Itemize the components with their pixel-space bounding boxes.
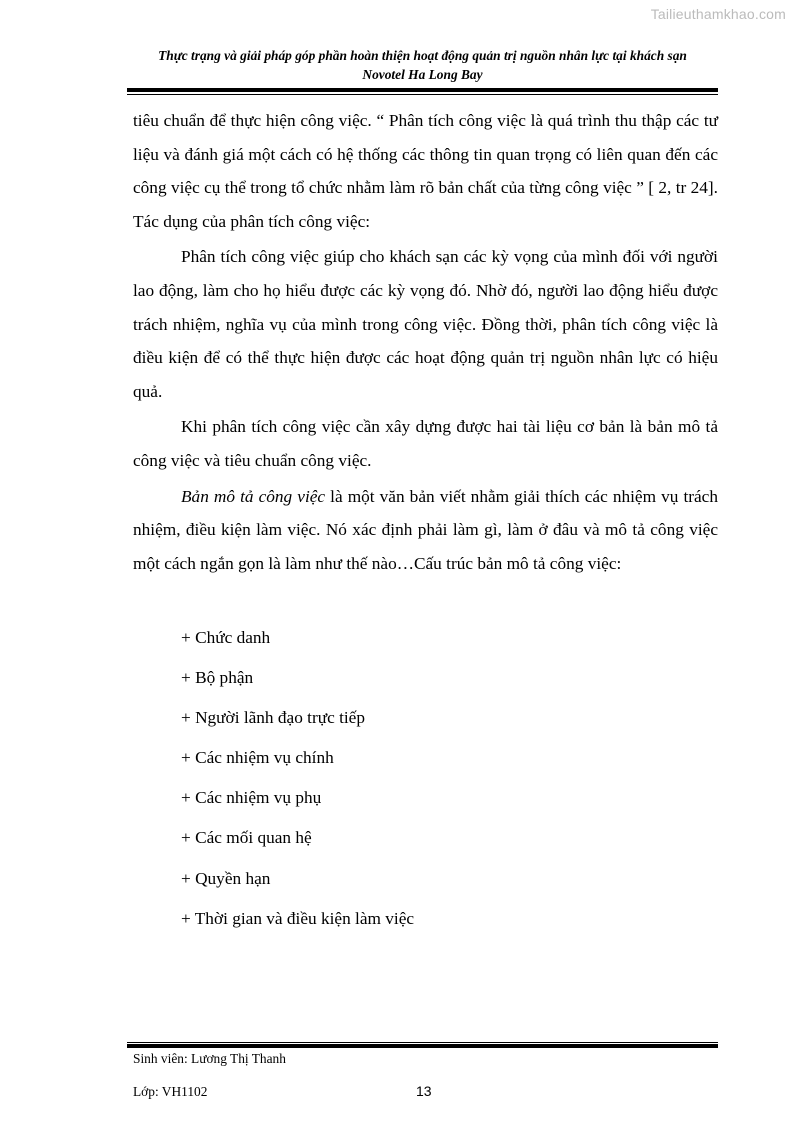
header-rule bbox=[127, 88, 718, 92]
list-item: + Các nhiệm vụ phụ bbox=[181, 788, 322, 808]
list-item: + Thời gian và điều kiện làm việc bbox=[181, 908, 415, 928]
footer-student: Sinh viên: Lương Thị Thanh bbox=[133, 1051, 286, 1066]
list-item: + Các mối quan hệ bbox=[181, 828, 312, 848]
header-title-line1: Thực trạng và giải pháp góp phần hoàn thiện hoạt động quản trị nguồn nhân lực tại khách sạn bbox=[158, 48, 687, 63]
running-header bbox=[127, 46, 718, 84]
page-number: 13 bbox=[416, 1083, 432, 1099]
footer-rule bbox=[127, 1044, 718, 1048]
list-item: + Các nhiệm vụ chính bbox=[181, 748, 334, 768]
body-text bbox=[133, 104, 718, 582]
paragraph-1: tiêu chuẩn để thực hiện công việc. “ Phân tích công việc là quá trình thu thập các tư liệu và đánh giá một cách có hệ thống các thông tin quan trọng có liên quan đến các công việc cụ thể trong tổ chức nhằm làm rõ bản chất của từng công việc ” [ 2, tr 24]. Tác dụng của phân tích công việc: bbox=[133, 111, 718, 231]
list-item: + Người lãnh đạo trực tiếp bbox=[181, 708, 365, 728]
list-item: + Quyền hạn bbox=[181, 868, 271, 888]
footer-class: Lớp: VH1102 bbox=[133, 1084, 208, 1099]
paragraph-4 bbox=[133, 480, 718, 581]
term-job-description: Bản mô tả công việc bbox=[181, 486, 326, 506]
watermark: Tailieuthamkhao.com bbox=[650, 6, 786, 22]
job-description-structure-list bbox=[181, 618, 414, 939]
list-item: + Chức danh bbox=[181, 628, 271, 647]
header-title-line2: Novotel Ha Long Bay bbox=[362, 67, 483, 82]
list-item: + Bộ phận bbox=[181, 668, 254, 688]
paragraph-4-text: là một văn bản viết nhằm giải thích các nhiệm vụ trách nhiệm, điều kiện làm việc. Nó xác định phải làm gì, làm ở đâu và mô tả công việc một cách ngắn gọn là làm như thế nào…Cấu trúc bản mô tả công việc: bbox=[133, 486, 718, 573]
paragraph-2: Phân tích công việc giúp cho khách sạn các kỳ vọng của mình đối với người lao động, làm cho họ hiểu được các kỳ vọng đó. Nhờ đó, người lao động hiểu được trách nhiệm, nghĩa vụ của mình trong công việc. Đồng thời, phân tích công việc là điều kiện để có thể thực hiện được các hoạt động quản trị nguồn nhân lực có hiệu quả. bbox=[133, 247, 718, 401]
footer-rule-thin bbox=[127, 1042, 718, 1043]
header-rule-thin bbox=[127, 94, 718, 95]
paragraph-3: Khi phân tích công việc cần xây dựng được hai tài liệu cơ bản là bản mô tả công việc và tiêu chuẩn công việc. bbox=[133, 417, 718, 470]
